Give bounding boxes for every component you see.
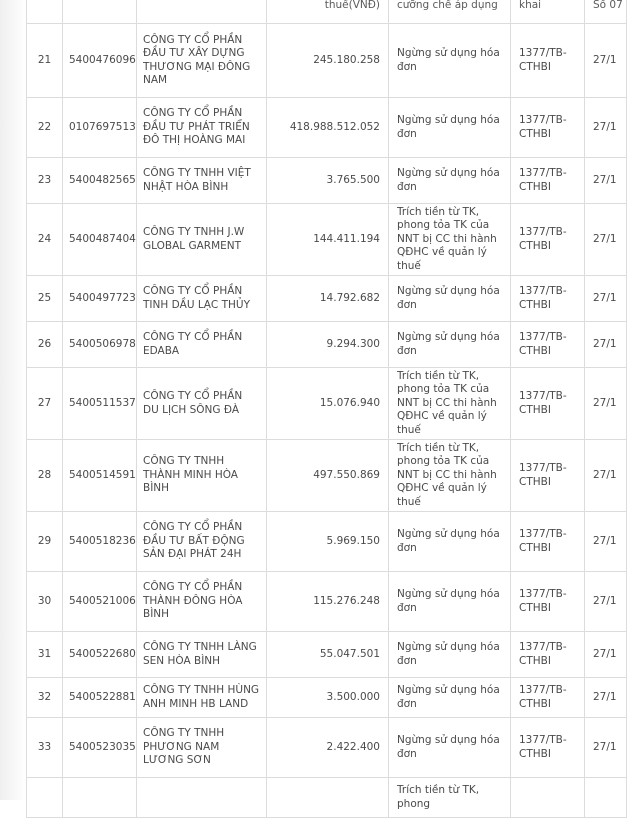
- header-cell-amount: thuế(VNĐ): [267, 0, 389, 24]
- notice-number-cell: 1377/TB-CTHBI: [511, 512, 585, 572]
- company-name-cell: CÔNG TY TNHH LÀNG SEN HÒA BÌNH: [137, 632, 267, 678]
- date-cell: 27/1: [585, 678, 627, 718]
- date-cell: 27/1: [585, 322, 627, 368]
- tax-amount-cell: 55.047.501: [267, 632, 389, 678]
- row-number: 32: [27, 678, 63, 718]
- row-number: 24: [27, 204, 63, 276]
- table-row: [27, 572, 627, 632]
- row-number: 29: [27, 512, 63, 572]
- header-cell-tax-code: [63, 0, 137, 24]
- table-row: [27, 368, 627, 440]
- tax-code-cell: 5400506978: [63, 322, 137, 368]
- tax-code-cell: 5400482565: [63, 158, 137, 204]
- row-number: [27, 778, 63, 818]
- date-cell: 27/1: [585, 440, 627, 512]
- tax-code-cell: 5400522680: [63, 632, 137, 678]
- enforcement-measure-cell: Ngừng sử dụng hóa đơn: [389, 98, 511, 158]
- tax-code-cell: 5400476096: [63, 24, 137, 98]
- notice-number-cell: 1377/TB-CTHBI: [511, 322, 585, 368]
- page-margin: [0, 0, 26, 800]
- table-row: [27, 24, 627, 98]
- enforcement-measure-cell: Ngừng sử dụng hóa đơn: [389, 718, 511, 778]
- company-name-cell: CÔNG TY CỔ PHẦN THÀNH ĐÔNG HÒA BÌNH: [137, 572, 267, 632]
- header-cell-name: [137, 0, 267, 24]
- date-cell: 27/1: [585, 572, 627, 632]
- tax-amount-cell: 3.765.500: [267, 158, 389, 204]
- table-row: [27, 158, 627, 204]
- tax-code-cell: 5400514591: [63, 440, 137, 512]
- header-cell-measure: cưỡng chế áp dụng: [389, 0, 511, 24]
- row-number: 27: [27, 368, 63, 440]
- tax-amount-cell: 245.180.258: [267, 24, 389, 98]
- tax-amount-cell: 115.276.248: [267, 572, 389, 632]
- date-cell: 27/1: [585, 276, 627, 322]
- company-name-cell: CÔNG TY CỔ PHẦN EDABA: [137, 322, 267, 368]
- tax-amount-cell: 3.500.000: [267, 678, 389, 718]
- enforcement-measure-cell: Ngừng sử dụng hóa đơn: [389, 512, 511, 572]
- row-number: 33: [27, 718, 63, 778]
- notice-number-cell: 1377/TB-CTHBI: [511, 98, 585, 158]
- notice-number-cell: 1377/TB-CTHBI: [511, 24, 585, 98]
- tax-amount-cell: [267, 778, 389, 818]
- enforcement-measure-cell: Ngừng sử dụng hóa đơn: [389, 678, 511, 718]
- enforcement-measure-cell: Trích tiền từ TK, phong tỏa TK của NNT bị CC thi hành QĐHC về quản lý thuế: [389, 368, 511, 440]
- enforcement-measure-cell: Trích tiền từ TK, phong: [389, 778, 511, 818]
- tax-amount-cell: 14.792.682: [267, 276, 389, 322]
- date-cell: 27/1: [585, 718, 627, 778]
- table-row: [27, 204, 627, 276]
- enforcement-measure-cell: Ngừng sử dụng hóa đơn: [389, 572, 511, 632]
- enforcement-measure-cell: Trích tiền từ TK, phong tỏa TK của NNT bị CC thi hành QĐHC về quản lý thuế: [389, 440, 511, 512]
- row-number: 31: [27, 632, 63, 678]
- company-name-cell: CÔNG TY CỔ PHẦN DU LỊCH SÔNG ĐÀ: [137, 368, 267, 440]
- enforcement-measure-cell: Ngừng sử dụng hóa đơn: [389, 632, 511, 678]
- company-name-cell: CÔNG TY CỔ PHẦN ĐẦU TƯ XÂY DỰNG THƯƠNG MẠI ĐÔNG NAM: [137, 24, 267, 98]
- tax-code-cell: 5400522881: [63, 678, 137, 718]
- table-row: [27, 276, 627, 322]
- header-cell-date: Số 07: [585, 0, 627, 24]
- company-name-cell: CÔNG TY CỔ PHẦN ĐẦU TƯ PHÁT TRIỂN ĐÔ THỊ HOÀNG MAI: [137, 98, 267, 158]
- header-cell-no: [27, 0, 63, 24]
- notice-number-cell: 1377/TB-CTHBI: [511, 678, 585, 718]
- tax-code-cell: 5400487404: [63, 204, 137, 276]
- tax-code-cell: 5400518236: [63, 512, 137, 572]
- row-number: 21: [27, 24, 63, 98]
- notice-number-cell: 1377/TB-CTHBI: [511, 276, 585, 322]
- row-number: 28: [27, 440, 63, 512]
- notice-number-cell: 1377/TB-CTHBI: [511, 632, 585, 678]
- company-name-cell: CÔNG TY CỔ PHẦN TINH DẦU LẠC THỦY: [137, 276, 267, 322]
- notice-number-cell: 1377/TB-CTHBI: [511, 368, 585, 440]
- enforcement-measure-cell: Trích tiền từ TK, phong tỏa TK của NNT bị CC thi hành QĐHC về quản lý thuế: [389, 204, 511, 276]
- table-row: [27, 778, 627, 818]
- row-number: 22: [27, 98, 63, 158]
- row-number: 23: [27, 158, 63, 204]
- table-row: [27, 512, 627, 572]
- date-cell: 27/1: [585, 98, 627, 158]
- company-name-cell: CÔNG TY TNHH THÀNH MINH HÒA BÌNH: [137, 440, 267, 512]
- tax-code-cell: 5400497723: [63, 276, 137, 322]
- tax-code-cell: 5400521006: [63, 572, 137, 632]
- company-name-cell: CÔNG TY CỔ PHẦN ĐẦU TƯ BẤT ĐỘNG SẢN ĐẠI PHÁT 24H: [137, 512, 267, 572]
- tax-debt-table: [26, 0, 627, 818]
- table-row: [27, 322, 627, 368]
- enforcement-measure-cell: Ngừng sử dụng hóa đơn: [389, 158, 511, 204]
- table-row: [27, 440, 627, 512]
- date-cell: 27/1: [585, 368, 627, 440]
- tax-code-cell: 0107697513: [63, 98, 137, 158]
- notice-number-cell: 1377/TB-CTHBI: [511, 204, 585, 276]
- enforcement-measure-cell: Ngừng sử dụng hóa đơn: [389, 322, 511, 368]
- tax-amount-cell: 144.411.194: [267, 204, 389, 276]
- company-name-cell: CÔNG TY TNHH VIỆT NHẬT HÒA BÌNH: [137, 158, 267, 204]
- table-header-row: [27, 0, 627, 24]
- notice-number-cell: 1377/TB-CTHBI: [511, 158, 585, 204]
- row-number: 30: [27, 572, 63, 632]
- row-number: 25: [27, 276, 63, 322]
- date-cell: 27/1: [585, 158, 627, 204]
- enforcement-measure-cell: Ngừng sử dụng hóa đơn: [389, 24, 511, 98]
- table-body: [27, 0, 627, 818]
- tax-amount-cell: 2.422.400: [267, 718, 389, 778]
- company-name-cell: CÔNG TY TNHH J.W GLOBAL GARMENT: [137, 204, 267, 276]
- notice-number-cell: 1377/TB-CTHBI: [511, 440, 585, 512]
- date-cell: 27/1: [585, 632, 627, 678]
- date-cell: [585, 778, 627, 818]
- tax-amount-cell: 15.076.940: [267, 368, 389, 440]
- tax-amount-cell: 5.969.150: [267, 512, 389, 572]
- company-name-cell: CÔNG TY TNHH HÙNG ANH MINH HB LAND: [137, 678, 267, 718]
- table-row: [27, 98, 627, 158]
- company-name-cell: CÔNG TY TNHH PHƯƠNG NAM LƯƠNG SƠN: [137, 718, 267, 778]
- notice-number-cell: [511, 778, 585, 818]
- enforcement-measure-cell: Ngừng sử dụng hóa đơn: [389, 276, 511, 322]
- row-number: 26: [27, 322, 63, 368]
- tax-code-cell: 5400511537: [63, 368, 137, 440]
- tax-amount-cell: 9.294.300: [267, 322, 389, 368]
- header-cell-notice: khai: [511, 0, 585, 24]
- date-cell: 27/1: [585, 512, 627, 572]
- tax-amount-cell: 418.988.512.052: [267, 98, 389, 158]
- tax-amount-cell: 497.550.869: [267, 440, 389, 512]
- notice-number-cell: 1377/TB-CTHBI: [511, 572, 585, 632]
- table-row: [27, 632, 627, 678]
- table-row: [27, 678, 627, 718]
- date-cell: 27/1: [585, 204, 627, 276]
- tax-code-cell: 5400523035: [63, 718, 137, 778]
- notice-number-cell: 1377/TB-CTHBI: [511, 718, 585, 778]
- company-name-cell: [137, 778, 267, 818]
- table-row: [27, 718, 627, 778]
- date-cell: 27/1: [585, 24, 627, 98]
- tax-code-cell: [63, 778, 137, 818]
